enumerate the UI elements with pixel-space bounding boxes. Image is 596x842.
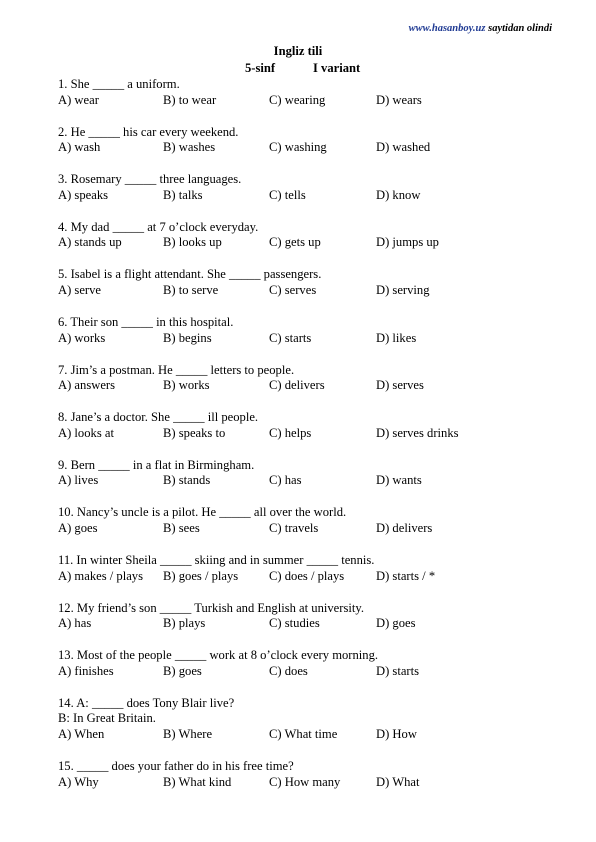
answer-option-b: B) to wear — [163, 92, 217, 107]
answer-option-d: D) delivers — [376, 520, 433, 535]
answer-option-c: C) wearing — [269, 92, 326, 107]
question-text: 8. Jane’s a doctor. She _____ ill people. — [58, 410, 259, 425]
answer-option-a: A) makes / plays — [58, 568, 143, 583]
answer-option-a: A) answers — [58, 378, 116, 393]
question-3 — [58, 172, 558, 204]
answer-option-a: A) works — [58, 330, 106, 345]
question-4 — [58, 220, 558, 252]
answer-option-b: B) sees — [163, 520, 200, 535]
answer-option-c: C) tells — [269, 187, 306, 202]
answer-option-c: C) studies — [269, 616, 320, 631]
question-text: 3. Rosemary _____ three languages. — [58, 172, 242, 187]
answer-option-c: C) How many — [269, 774, 341, 789]
question-2 — [58, 125, 558, 157]
grade-label: 5-sinf — [245, 61, 276, 75]
answer-option-b: B) talks — [163, 187, 203, 202]
answer-options — [58, 727, 558, 743]
answer-option-c: C) What time — [269, 726, 338, 741]
answer-option-b: B) begins — [163, 330, 212, 345]
question-15 — [58, 759, 558, 791]
answer-option-d: D) likes — [376, 330, 417, 345]
question-text: 1. She _____ a uniform. — [58, 77, 180, 91]
question-text: 6. Their son _____ in this hospital. — [58, 314, 234, 329]
answer-option-c: C) serves — [269, 282, 317, 297]
answer-option-d: D) serving — [376, 282, 430, 297]
answer-option-d: D) goes — [376, 616, 416, 631]
answer-option-b: B) goes — [163, 663, 202, 678]
source-suffix: saytidan olindi — [485, 23, 552, 34]
question-text: 4. My dad _____ at 7 o’clock everyday. — [58, 219, 259, 234]
source-note — [409, 21, 552, 37]
answer-option-c: C) helps — [269, 425, 312, 440]
answer-option-b: B) stands — [163, 473, 211, 488]
answer-option-b: B) works — [163, 378, 210, 393]
question-text: 11. In winter Sheila _____ skiing and in summer _____ tennis. — [58, 552, 375, 567]
answer-option-a: A) lives — [58, 473, 99, 488]
answer-options — [58, 664, 558, 680]
question-5 — [58, 267, 558, 299]
answer-options — [58, 426, 558, 442]
question-text-line2: B: In Great Britain. — [58, 711, 156, 726]
answer-option-a: A) looks at — [58, 425, 114, 440]
answer-option-a: A) wash — [58, 140, 101, 155]
answer-option-b: B) goes / plays — [163, 568, 239, 583]
question-text: 14. A: _____ does Tony Blair live? — [58, 695, 235, 710]
answer-options — [58, 521, 558, 537]
answer-options — [58, 188, 558, 204]
answer-option-a: A) finishes — [58, 663, 114, 678]
question-6 — [58, 315, 558, 347]
question-text: 2. He _____ his car every weekend. — [58, 124, 239, 139]
answer-option-c: C) does — [269, 663, 308, 678]
question-11 — [58, 553, 558, 585]
question-text: 10. Nancy’s uncle is a pilot. He _____ all over the world. — [58, 505, 347, 520]
question-list — [58, 77, 558, 807]
answer-option-c: C) starts — [269, 330, 312, 345]
answer-option-c: C) delivers — [269, 378, 325, 393]
answer-options — [58, 473, 558, 489]
answer-option-d: D) What — [376, 774, 420, 789]
question-text: 15. _____ does your father do in his free time? — [58, 758, 294, 773]
question-1 — [58, 77, 558, 109]
answer-options — [58, 235, 558, 251]
question-8 — [58, 410, 558, 442]
question-13 — [58, 648, 558, 680]
answer-option-d: D) serves — [376, 378, 424, 393]
question-text: 7. Jim’s a postman. He _____ letters to people. — [58, 362, 295, 377]
answer-option-d: D) washed — [376, 140, 431, 155]
question-text: 5. Isabel is a flight attendant. She _____ passengers. — [58, 267, 322, 282]
answer-options — [58, 616, 558, 632]
question-10 — [58, 505, 558, 537]
document-title: Ingliz tili — [273, 44, 323, 58]
answer-options — [58, 378, 558, 394]
answer-option-b: B) plays — [163, 616, 206, 631]
answer-options — [58, 283, 558, 299]
answer-options — [58, 569, 558, 585]
answer-option-c: C) travels — [269, 520, 319, 535]
answer-option-b: B) washes — [163, 140, 216, 155]
answer-option-b: B) Where — [163, 726, 213, 741]
answer-options — [58, 331, 558, 347]
answer-option-d: D) starts — [376, 663, 420, 678]
answer-option-b: B) speaks to — [163, 425, 226, 440]
answer-option-d: D) How — [376, 726, 417, 741]
answer-option-b: B) to serve — [163, 282, 219, 297]
answer-option-c: C) has — [269, 473, 302, 488]
answer-option-a: A) When — [58, 726, 105, 741]
answer-option-c: C) gets up — [269, 235, 321, 250]
answer-option-b: B) What kind — [163, 774, 232, 789]
question-text: 9. Bern _____ in a flat in Birmingham. — [58, 457, 255, 472]
answer-options — [58, 140, 558, 156]
question-text: 12. My friend’s son _____ Turkish and English at university. — [58, 600, 364, 615]
answer-option-a: A) goes — [58, 520, 98, 535]
answer-option-d: D) serves drinks — [376, 425, 459, 440]
answer-option-a: A) serve — [58, 282, 102, 297]
answer-option-d: D) wants — [376, 473, 422, 488]
answer-options — [58, 93, 558, 109]
answer-option-d: D) know — [376, 187, 421, 202]
answer-option-a: A) Why — [58, 774, 99, 789]
answer-option-a: A) has — [58, 616, 92, 631]
answer-option-c: C) washing — [269, 140, 327, 155]
variant-label: I variant — [313, 61, 361, 75]
answer-option-c: C) does / plays — [269, 568, 345, 583]
answer-option-a: A) wear — [58, 92, 99, 107]
answer-options — [58, 775, 558, 791]
answer-option-a: A) stands up — [58, 235, 122, 250]
answer-option-d: D) jumps up — [376, 235, 439, 250]
answer-option-d: D) starts / * — [376, 568, 436, 583]
answer-option-a: A) speaks — [58, 187, 109, 202]
question-14 — [58, 696, 558, 743]
answer-option-d: D) wears — [376, 92, 422, 107]
question-text: 13. Most of the people _____ work at 8 o’clock every morning. — [58, 648, 379, 663]
source-link[interactable]: www.hasanboy.uz — [408, 23, 486, 34]
question-12 — [58, 601, 558, 633]
question-9 — [58, 458, 558, 490]
question-7 — [58, 363, 558, 395]
answer-option-b: B) looks up — [163, 235, 222, 250]
